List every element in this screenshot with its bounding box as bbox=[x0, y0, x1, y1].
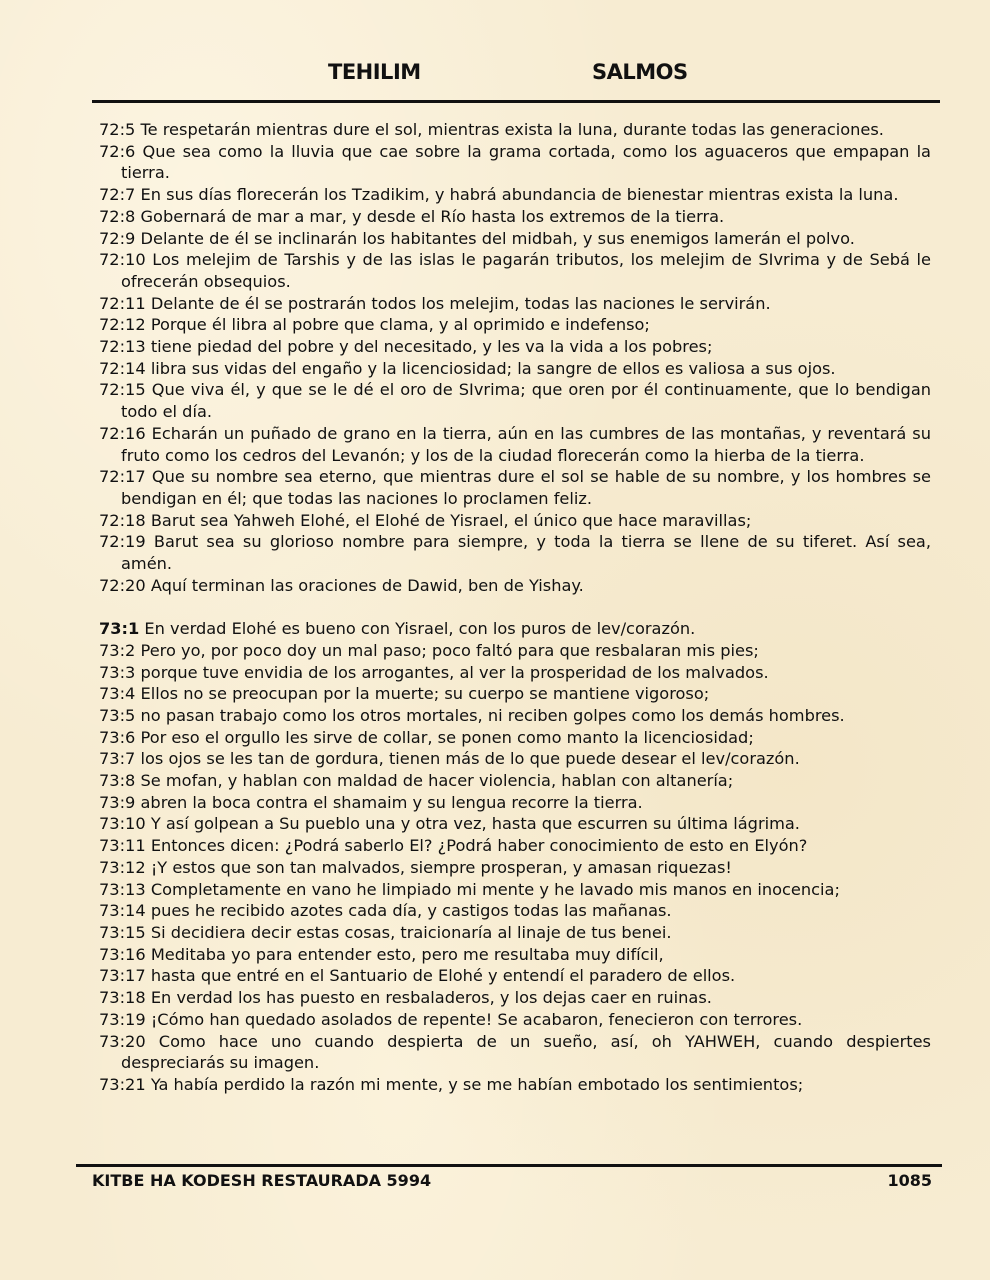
verse bbox=[99, 727, 931, 749]
verse bbox=[99, 879, 931, 901]
verse-reference: 73:6 bbox=[99, 727, 136, 747]
header-rule bbox=[92, 100, 940, 103]
verse-text: Aquí terminan las oraciones de Dawid, ben de Yishay. bbox=[150, 575, 584, 595]
verse-text: Que viva él, y que se le dé el oro de SIvrima; que oren por él continuamente, que lo bendigan todo el día. bbox=[121, 380, 931, 422]
verse-text: ¡Cómo han quedado asolados de repente! Se acabaron, fenecieron con terrores. bbox=[150, 1009, 803, 1029]
verse-text: Completamente en vano he limpiado mi mente y he lavado mis manos en inocencia; bbox=[150, 879, 840, 899]
verse-reference: 72:10 bbox=[99, 250, 146, 270]
verse bbox=[99, 857, 931, 879]
verse bbox=[99, 358, 931, 380]
verse-text: Los melejim de Tarshis y de las islas le pagarán tributos, los melejim de SIvrima y de Sebá le ofrecerán obsequios. bbox=[121, 250, 931, 291]
verse-text: Meditaba yo para entender esto, pero me resultaba muy difícil, bbox=[150, 944, 664, 964]
verse-reference: 72:16 bbox=[99, 423, 146, 443]
verse-text: Pero yo, por poco doy un mal paso; poco faltó para que resbalaran mis pies; bbox=[140, 640, 759, 660]
verse-reference: 73:16 bbox=[99, 944, 146, 964]
verse bbox=[99, 314, 931, 336]
verse-reference: 72:19 bbox=[99, 532, 146, 552]
verse-reference: 73:5 bbox=[99, 705, 136, 725]
verse-text: Barut sea Yahweh Elohé, el Elohé de Yisrael, el único que hace maravillas; bbox=[150, 510, 752, 530]
verse-reference: 72:18 bbox=[99, 510, 146, 530]
verse-text: libra sus vidas del engaño y la licenciosidad; la sangre de ellos es valiosa a sus ojos. bbox=[150, 358, 836, 378]
verse-text: Echarán un puñado de grano en la tierra, aún en las cumbres de las montañas, y reventará su fruto como los cedros del Levanón; y los de la ciudad florecerán como la hierba de la tierra. bbox=[121, 423, 931, 465]
verse-text: pues he recibido azotes cada día, y castigos todas las mañanas. bbox=[150, 901, 672, 921]
verse-text: Delante de él se inclinarán los habitantes del midbah, y sus enemigos lamerán el polvo. bbox=[140, 228, 855, 248]
verse-text: los ojos se les tan de gordura, tienen más de lo que puede desear el lev/corazón. bbox=[140, 749, 800, 769]
verse bbox=[99, 618, 931, 640]
verse bbox=[99, 662, 931, 684]
verse-text: Ya había perdido la razón mi mente, y se me habían embotado los sentimientos; bbox=[150, 1074, 804, 1094]
verse bbox=[99, 900, 931, 922]
verse bbox=[99, 1009, 931, 1031]
verse-text: Gobernará de mar a mar, y desde el Río hasta los extremos de la tierra. bbox=[140, 206, 725, 226]
verse-reference: 73:8 bbox=[99, 771, 136, 791]
verse-reference: 72:9 bbox=[99, 228, 136, 248]
verse-text: Ellos no se preocupan por la muerte; su cuerpo se mantiene vigoroso; bbox=[140, 684, 710, 704]
verse-reference: 72:14 bbox=[99, 358, 146, 378]
psalm-text bbox=[99, 119, 931, 1096]
verse-text: Se mofan, y hablan con maldad de hacer violencia, hablan con altanería; bbox=[140, 771, 734, 791]
verse-text: no pasan trabajo como los otros mortales, ni reciben golpes como los demás hombres. bbox=[140, 705, 845, 725]
verse bbox=[99, 944, 931, 966]
verse-reference: 72:13 bbox=[99, 337, 146, 357]
verse-text: Te respetarán mientras dure el sol, mientras exista la luna, durante todas las generaciones. bbox=[140, 120, 884, 139]
verse-reference: 72:8 bbox=[99, 206, 136, 226]
verse bbox=[99, 141, 931, 184]
chapter-73-verses bbox=[99, 618, 931, 1095]
verse-text: hasta que entré en el Santuario de Elohé y entendí el paradero de ellos. bbox=[150, 966, 736, 986]
verse-text: ¡Y estos que son tan malvados, siempre prosperan, y amasan riquezas! bbox=[150, 857, 732, 877]
verse bbox=[99, 922, 931, 944]
verse bbox=[99, 987, 931, 1009]
verse-reference: 73:3 bbox=[99, 662, 136, 682]
verse-reference: 72:11 bbox=[99, 293, 146, 313]
verse-text: Y así golpean a Su pueblo una y otra vez, hasta que escurren su última lágrima. bbox=[150, 814, 800, 834]
footer-rule bbox=[76, 1164, 942, 1167]
verse-reference: 73:10 bbox=[99, 814, 146, 834]
verse-text: Como hace uno cuando despierta de un sueño, así, oh YAHWEH, cuando despiertes despreciarás su imagen. bbox=[121, 1031, 931, 1073]
verse bbox=[99, 748, 931, 770]
verse-reference: 73:17 bbox=[99, 966, 146, 986]
verse-text: Barut sea su glorioso nombre para siempre, y toda la tierra se llene de su tiferet. Así sea, amén. bbox=[121, 532, 931, 574]
verse-text: porque tuve envidia de los arrogantes, al ver la prosperidad de los malvados. bbox=[140, 662, 769, 682]
verse bbox=[99, 813, 931, 835]
verse-text: Que su nombre sea eterno, que mientras dure el sol se hable de su nombre, y los hombres se bendigan en él; que todas las naciones lo proclamen feliz. bbox=[121, 467, 931, 508]
verse bbox=[99, 1074, 931, 1096]
verse bbox=[99, 640, 931, 662]
verse-reference: 73:12 bbox=[99, 857, 146, 877]
verse-text: Delante de él se postrarán todos los melejim, todas las naciones le servirán. bbox=[150, 293, 771, 313]
verse bbox=[99, 293, 931, 315]
verse-text: En sus días florecerán los Tzadikim, y habrá abundancia de bienestar mientras exista la luna. bbox=[140, 185, 899, 205]
verse bbox=[99, 423, 931, 466]
verse bbox=[99, 336, 931, 358]
verse-reference: 72:12 bbox=[99, 315, 146, 335]
verse bbox=[99, 835, 931, 857]
page-header bbox=[92, 56, 940, 90]
verse-reference: 73:9 bbox=[99, 792, 136, 812]
header-title-spanish: SALMOS bbox=[592, 60, 688, 84]
verse-text: En verdad Elohé es bueno con Yisrael, con los puros de lev/corazón. bbox=[144, 619, 696, 639]
verse bbox=[99, 1031, 931, 1074]
chapter-gap bbox=[99, 596, 931, 618]
verse-reference: 73:19 bbox=[99, 1009, 146, 1029]
header-title-hebrew: TEHILIM bbox=[328, 60, 421, 84]
book-title: KITBE HA KODESH RESTAURADA 5994 bbox=[92, 1171, 432, 1190]
verse-reference: 73:14 bbox=[99, 901, 146, 921]
verse bbox=[99, 792, 931, 814]
verse bbox=[99, 379, 931, 422]
verse-reference: 73:1 bbox=[99, 619, 140, 639]
verse-reference: 72:15 bbox=[99, 380, 146, 400]
verse-reference: 72:7 bbox=[99, 185, 136, 205]
verse-reference: 73:2 bbox=[99, 640, 136, 660]
verse-reference: 73:15 bbox=[99, 923, 146, 942]
verse-reference: 73:21 bbox=[99, 1074, 146, 1094]
verse-reference: 73:13 bbox=[99, 879, 146, 899]
verse-reference: 72:6 bbox=[99, 141, 136, 161]
verse bbox=[99, 206, 931, 228]
verse-text: Por eso el orgullo les sirve de collar, se ponen como manto la licenciosidad; bbox=[140, 727, 754, 747]
verse bbox=[99, 531, 931, 574]
verse bbox=[99, 184, 931, 206]
verse-text: Entonces dicen: ¿Podrá saberlo El? ¿Podrá haber conocimiento de esto en Elyón? bbox=[150, 836, 808, 856]
verse-reference: 72:5 bbox=[99, 120, 136, 139]
verse-reference: 73:18 bbox=[99, 988, 146, 1008]
verse bbox=[99, 770, 931, 792]
verse bbox=[99, 705, 931, 727]
verse-reference: 73:4 bbox=[99, 684, 136, 704]
verse-text: tiene piedad del pobre y del necesitado, y les va la vida a los pobres; bbox=[150, 337, 713, 357]
verse-reference: 73:20 bbox=[99, 1031, 146, 1051]
page-number: 1085 bbox=[887, 1171, 932, 1190]
verse-reference: 73:11 bbox=[99, 836, 146, 856]
verse bbox=[99, 249, 931, 292]
verse bbox=[99, 683, 931, 705]
verse bbox=[99, 575, 931, 597]
verse-text: abren la boca contra el shamaim y su lengua recorre la tierra. bbox=[140, 792, 643, 812]
verse-text: Si decidiera decir estas cosas, traicionaría al linaje de tus benei. bbox=[150, 923, 672, 942]
page-footer bbox=[92, 1171, 932, 1193]
verse-text: En verdad los has puesto en resbaladeros, y los dejas caer en ruinas. bbox=[150, 988, 712, 1008]
verse-text: Porque él libra al pobre que clama, y al oprimido e indefenso; bbox=[150, 315, 650, 335]
verse bbox=[99, 965, 931, 987]
verse-text: Que sea como la lluvia que cae sobre la grama cortada, como los aguaceros que empapan la tierra. bbox=[121, 141, 931, 183]
verse bbox=[99, 510, 931, 532]
verse bbox=[99, 466, 931, 509]
verse-reference: 72:20 bbox=[99, 575, 146, 595]
verse-reference: 73:7 bbox=[99, 749, 136, 769]
verse bbox=[99, 119, 931, 141]
verse-reference: 72:17 bbox=[99, 467, 146, 487]
verse bbox=[99, 228, 931, 250]
chapter-72-verses bbox=[99, 119, 931, 596]
